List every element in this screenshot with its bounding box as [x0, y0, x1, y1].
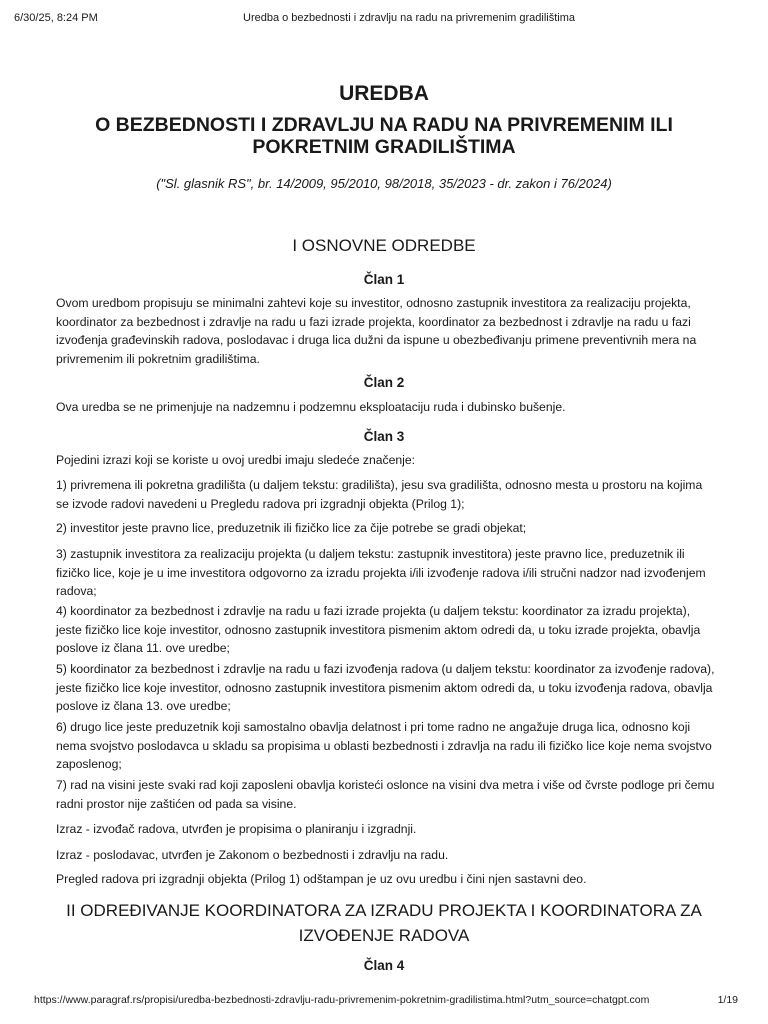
article-heading: Član 2 [363, 375, 405, 390]
document-title: UREDBA [339, 82, 429, 105]
section-heading: I OSNOVNE ODREDBE [292, 236, 476, 255]
section-heading: II ODREĐIVANJE KOORDINATORA ZA IZRADU PROJEKTA I KOORDINATORA ZA IZVOĐENJE RADOVA [66, 901, 702, 945]
article-heading: Član 3 [363, 429, 405, 444]
list-item: 6) drugo lice jeste preduzetnik koji samostalno obavlja delatnost i pri tome radno ne angažuje druga lica, odnosno koji nema svojstvo poslodavca u skladu sa propisima u oblasti bezbednosti i zdravlja na radu ili fizičko lice koje nema svojstvo zaposlenog; [56, 720, 712, 771]
paragraph: Pojedini izrazi koji se koriste u ovoj uredbi imaju sledeće značenje: [56, 453, 416, 467]
list-item: 7) rad na visini jeste svaki rad koji zaposleni obavlja koristeći oslonce na visini dva metra i više od čvrste podloge pri čemu radni prostor nije zaštićen od pada sa visine. [56, 778, 715, 811]
list-item: 1) privremena ili pokretna gradilišta (u daljem tekstu: gradilišta), jesu sva gradilišta, odnosno mesta u prostoru na kojima se izvode radovi navedeni u Pregledu radova pri izgradnji objekta (Prilog 1); [56, 478, 703, 511]
article-heading: Član 4 [363, 958, 405, 973]
list-item: 3) zastupnik investitora za realizaciju projekta (u daljem tekstu: zastupnik investitora) jeste pravno lice, preduzetnik ili fizičko lice, koje je u ime investitora odgovorno za izradu projekta i/ili izvođenje radova i/ili stručni nadzor nad izvođenjem radova; [56, 547, 706, 598]
list-item: 4) koordinator za bezbednost i zdravlje na radu u fazi izrade projekta (u daljem tekstu: koordinator za izradu projekta), jeste fizičko lice koje investitor, odnosno zastupnik investitora pismenim aktom odredi da, u toku izrade projekta, obavlja poslove iz člana 11. ove uredbe; [56, 604, 701, 655]
print-header-title: Uredba o bezbednosti i zdravlju na radu na privremenim gradilištima [243, 12, 575, 24]
list-item: 5) koordinator za bezbednost i zdravlje na radu u fazi izvođenja radova (u daljem tekstu: koordinator za izvođenje radova), jeste fizičko lice koje investitor, odnosno zastupnik investitora pismenim aktom odredi da, u toku izvođenja radova, obavlja poslove iz člana 13. ove uredbe; [56, 662, 715, 713]
paragraph: Ovom uredbom propisuju se minimalni zahtevi koje su investitor, odnosno zastupnik investitora za realizaciju projekta, koordinator za bezbednost i zdravlje na radu u fazi izrade projekta, koordinator za bezbednost i zdravlje na radu u fazi izvođenja građevinskih radova, poslodavac i druga lica dužni da ispune u obezbeđivanju primene preventivnih mera na privremenim ili pokretnim gradilištima. [56, 296, 697, 366]
document-subtitle: O BEZBEDNOSTI I ZDRAVLJU NA RADU NA PRIVREMENIM ILI POKRETNIM GRADILIŠTIMA [95, 114, 673, 158]
print-date: 6/30/25, 8:24 PM [14, 12, 98, 24]
document-source: ("Sl. glasnik RS", br. 14/2009, 95/2010, 98/2018, 35/2023 - dr. zakon i 76/2024) [156, 176, 612, 191]
paragraph: Izraz - poslodavac, utvrđen je Zakonom o bezbednosti i zdravlju na radu. [56, 848, 449, 862]
paragraph: Ova uredba se ne primenjuje na nadzemnu i podzemnu eksploataciju ruda i dubinsko bušenje. [56, 400, 566, 414]
paragraph: Pregled radova pri izgradnji objekta (Prilog 1) odštampan je uz ovu uredbu i čini njen sastavni deo. [56, 872, 587, 886]
page-number: 1/19 [717, 994, 738, 1006]
paragraph: Izraz - izvođač radova, utvrđen je propisima o planiranju i izgradnji. [56, 822, 417, 836]
article-heading: Član 1 [363, 272, 405, 287]
page-url: https://www.paragraf.rs/propisi/uredba-bezbednosti-zdravlju-radu-privremenim-pokretnim-gradilistima.html?utm_source=chatgpt.com [34, 994, 650, 1006]
list-item: 2) investitor jeste pravno lice, preduzetnik ili fizičko lice za čije potrebe se gradi objekat; [56, 521, 527, 535]
